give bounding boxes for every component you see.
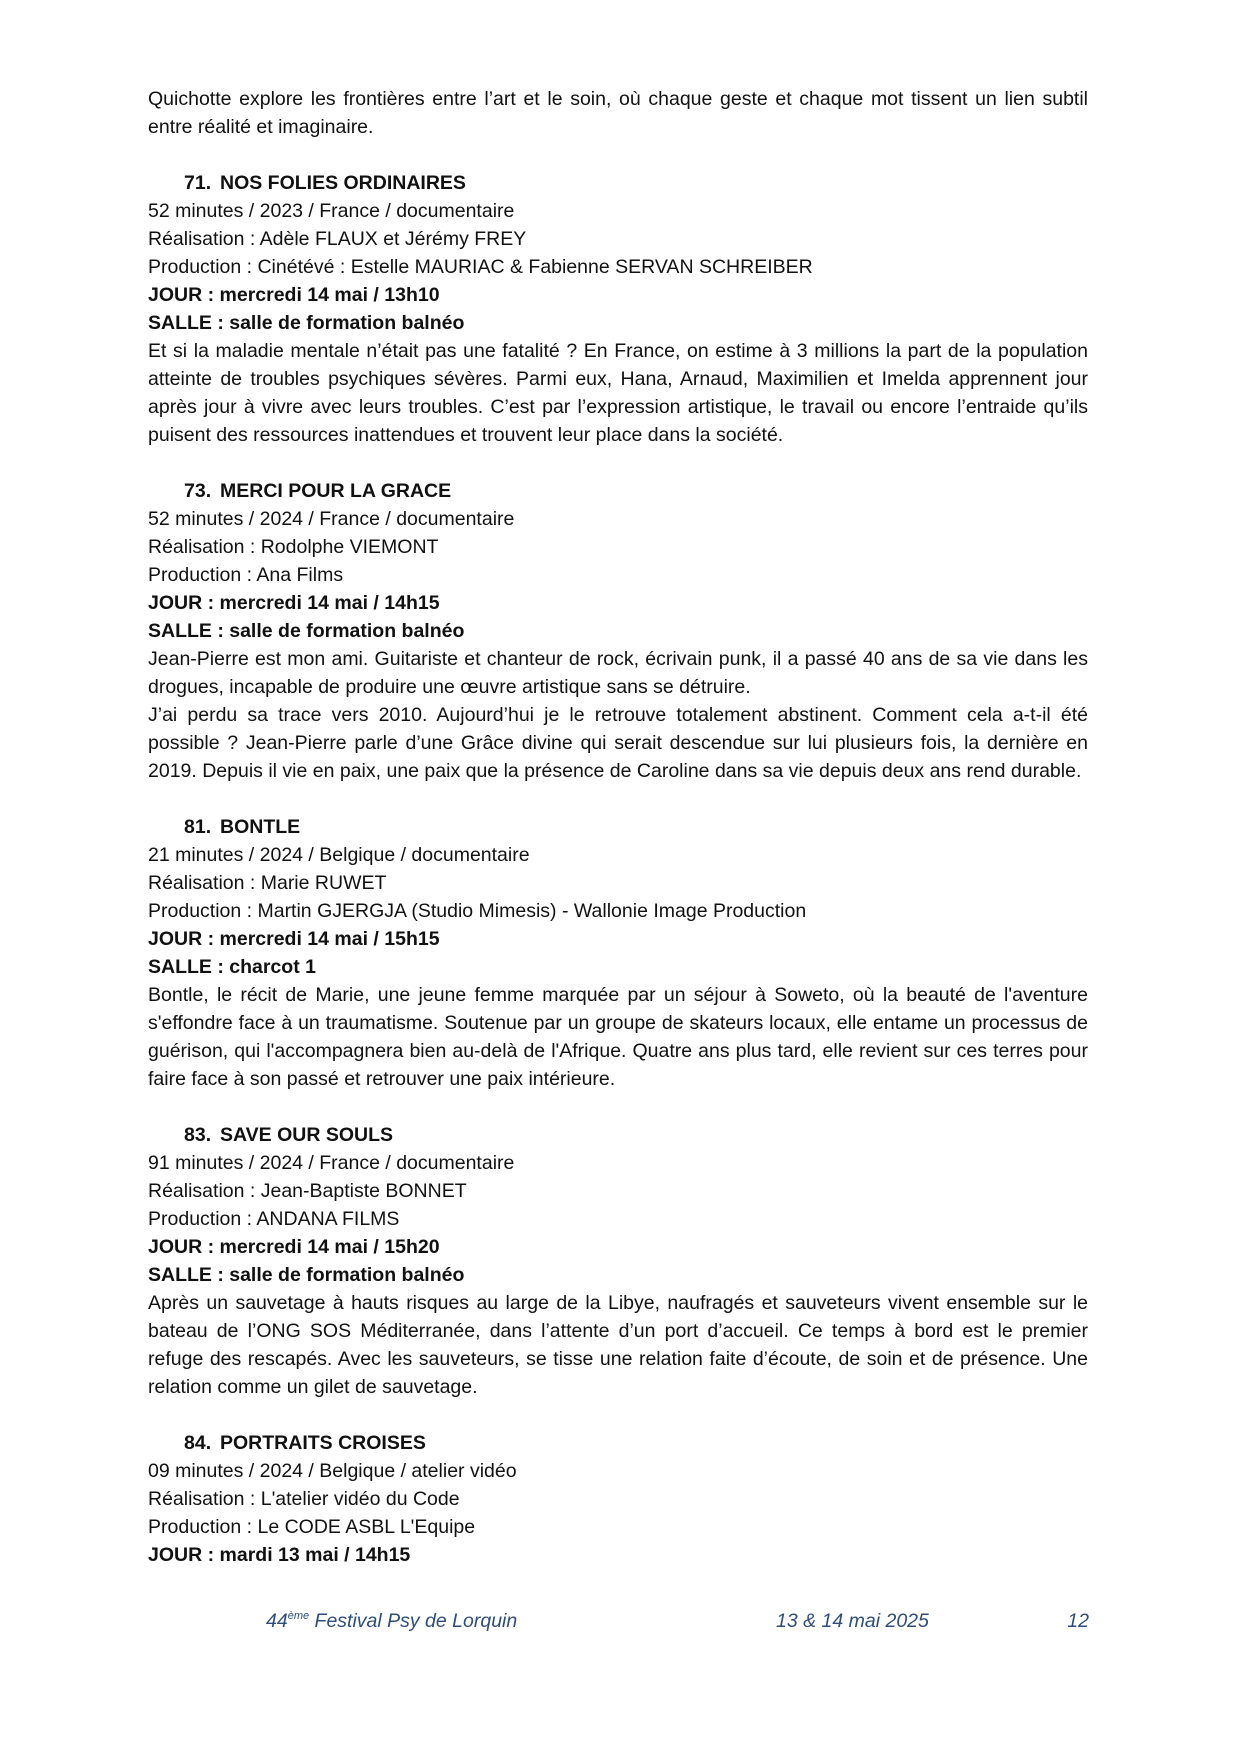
film-production: Production : Le CODE ASBL L'Equipe — [148, 1516, 476, 1538]
film-meta: 21 minutes / 2024 / Belgique / documentaire — [148, 844, 530, 866]
festival-name: Festival Psy de Lorquin — [309, 1610, 518, 1632]
film-room: SALLE : salle de formation balnéo — [148, 1264, 465, 1286]
film-title: MERCI POUR LA GRACE — [220, 480, 452, 502]
film-synopsis: Après un sauvetage à hauts risques au large de la Libye, naufragés et sauveteurs vivent ensemble sur le bateau de l’ONG SOS Méditerranée, dans l’attente d’un port d’accueil. Ce temps à bord est le premier refuge des rescapés. Avec les sauveteurs, se tisse une relation faite d’écoute, de soin et de présence. Une relation comme un gilet de sauvetage. — [148, 1292, 1088, 1398]
film-entry — [148, 1429, 1088, 1569]
film-title: BONTLE — [220, 816, 301, 838]
film-title: SAVE OUR SOULS — [220, 1124, 393, 1146]
film-number: 83. — [184, 1124, 212, 1146]
film-synopsis: Et si la maladie mentale n’était pas une fatalité ? En France, on estime à 3 millions la part de la population atteinte de troubles psychiques sévères. Parmi eux, Hana, Arnaud, Maximilien et Imelda apprennent jour après jour à vivre avec leurs troubles. C’est par l’expression artistique, le travail ou encore l’entraide qu’ils puisent des ressources inattendues et trouvent leur place dans la société. — [148, 340, 1088, 446]
film-meta: 91 minutes / 2024 / France / documentaire — [148, 1152, 515, 1174]
page-number: 12 — [1067, 1610, 1089, 1632]
film-room: SALLE : salle de formation balnéo — [148, 312, 465, 334]
document-page — [148, 85, 1088, 1569]
film-direction: Réalisation : Marie RUWET — [148, 872, 387, 894]
film-synopsis: Bontle, le récit de Marie, une jeune femme marquée par un séjour à Soweto, où la beauté de l'aventure s'effondre face à un traumatisme. Soutenue par un groupe de skateurs locaux, elle entame un processus de guérison, qui l'accompagnera bien au-delà de l'Afrique. Quatre ans plus tard, elle revient sur ces terres pour faire face à son passé et retrouver une paix intérieure. — [148, 984, 1088, 1090]
film-entry — [148, 813, 1088, 1093]
film-entry — [148, 169, 1088, 449]
film-day: JOUR : mercredi 14 mai / 13h10 — [148, 284, 440, 306]
film-production: Production : Ana Films — [148, 564, 344, 586]
film-room: SALLE : salle de formation balnéo — [148, 620, 465, 642]
page-footer — [0, 1610, 1241, 1640]
film-direction: Réalisation : Rodolphe VIEMONT — [148, 536, 439, 558]
film-production: Production : Cinétévé : Estelle MAURIAC & Fabienne SERVAN SCHREIBER — [148, 256, 813, 278]
edition-number: 44 — [266, 1610, 288, 1632]
film-room: SALLE : charcot 1 — [148, 956, 316, 978]
film-number: 71. — [184, 172, 212, 194]
film-meta: 09 minutes / 2024 / Belgique / atelier vidéo — [148, 1460, 517, 1482]
film-number: 84. — [184, 1432, 212, 1454]
film-title: NOS FOLIES ORDINAIRES — [220, 172, 466, 194]
film-title: PORTRAITS CROISES — [220, 1432, 426, 1454]
film-production: Production : Martin GJERGJA (Studio Mimesis) - Wallonie Image Production — [148, 900, 807, 922]
film-day: JOUR : mardi 13 mai / 14h15 — [148, 1544, 411, 1566]
edition-suffix: ème — [287, 1610, 310, 1622]
film-day: JOUR : mercredi 14 mai / 15h15 — [148, 928, 440, 950]
intro-paragraph: Quichotte explore les frontières entre l’art et le soin, où chaque geste et chaque mot tissent un lien subtil entre réalité et imaginaire. — [148, 88, 1088, 138]
film-synopsis: Jean-Pierre est mon ami. Guitariste et chanteur de rock, écrivain punk, il a passé 40 ans de sa vie dans les drogues, incapable de produire une œuvre artistique sans se détruire. — [148, 648, 1088, 698]
film-heading — [148, 477, 1088, 505]
film-synopsis: J’ai perdu sa trace vers 2010. Aujourd’hui je le retrouve totalement abstinent. Comment cela a-t-il été possible ? Jean-Pierre parle d’une Grâce divine qui serait descendue sur lui plusieurs fois, la dernière en 2019. Depuis il vie en paix, une paix que la présence de Caroline dans sa vie depuis deux ans rend durable. — [148, 704, 1088, 782]
film-heading — [148, 1121, 1088, 1149]
festival-label — [266, 1610, 517, 1633]
film-direction: Réalisation : Jean-Baptiste BONNET — [148, 1180, 467, 1202]
film-entry — [148, 1121, 1088, 1401]
film-heading — [148, 813, 1088, 841]
film-number: 73. — [184, 480, 212, 502]
festival-dates: 13 & 14 mai 2025 — [776, 1610, 929, 1632]
film-direction: Réalisation : L'atelier vidéo du Code — [148, 1488, 460, 1510]
film-day: JOUR : mercredi 14 mai / 14h15 — [148, 592, 440, 614]
film-day: JOUR : mercredi 14 mai / 15h20 — [148, 1236, 440, 1258]
film-meta: 52 minutes / 2024 / France / documentaire — [148, 508, 515, 530]
film-production: Production : ANDANA FILMS — [148, 1208, 400, 1230]
film-meta: 52 minutes / 2023 / France / documentaire — [148, 200, 515, 222]
film-heading — [148, 169, 1088, 197]
film-direction: Réalisation : Adèle FLAUX et Jérémy FREY — [148, 228, 527, 250]
film-heading — [148, 1429, 1088, 1457]
film-entry — [148, 477, 1088, 785]
film-number: 81. — [184, 816, 212, 838]
